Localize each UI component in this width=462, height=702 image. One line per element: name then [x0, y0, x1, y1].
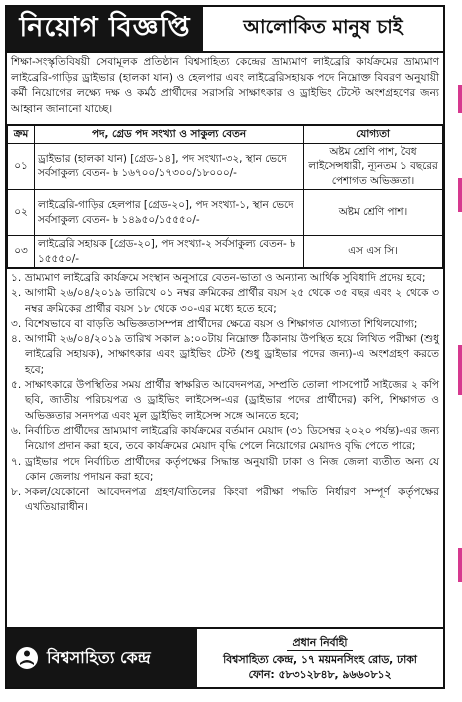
condition-number: ৪.	[11, 333, 22, 346]
condition-text: আগামী ২৬/০৪/২০১৯ তারিখে ০১ নম্বর ক্রমিকের প্রার্থীর বয়স ২৫ থেকে ৩৫ বছর এবং ২ থেকে ৩ নম্বর ক্রমিকের প্রার্থীর বয়স ১৮ থেকে ৩০-এর মধ্যে হতে হবে;	[25, 287, 439, 315]
organization-phone: ফোন: ৫৮৩১২৮৪৮, ৯৬৬০৮১২	[248, 667, 392, 681]
conditions-list	[7, 268, 443, 518]
edge-marker-1	[458, 85, 462, 113]
intro-paragraph: শিক্ষা-সংস্কৃতিবিষয়ী সেবামূলক প্রতিষ্ঠান বিশ্বসাহিত্য কেন্দ্রের ভ্রাম্যমাণ লাইব্রেরি কার্যক্রমের ভ্রাম্যমাণ লাইব্রেরি-গাড়ির ড্রাইভার (হালকা যান) ও হেলপার এবং লাইব্রেরিসহায়ক পদে নিম্নোক্ত বিবরণ অনুযায়ী কর্মী নিয়োগের লক্ষ্যে দক্ষ ও কর্মঠ প্রার্থীদের সরাসরি সাক্ষাৎকার ও ড্রাইভিং টেস্টে অংশগ্রহণের জন্য আহ্বান জানানো যাচ্ছে।	[7, 53, 443, 125]
condition-item	[11, 332, 439, 378]
condition-text: নির্বাচিত প্রার্থীদের ভ্রাম্যমাণ লাইব্রেরি কার্যক্রমের বর্তমান মেয়াদ (৩১ ডিসেম্বর ২০২০ পর্যন্ত)-এর জন্য নিয়োগ প্রদান করা হবে, তবে কার্যক্রমের মেয়াদ বৃদ্ধি পেলে নিয়োগের মেয়াদও বৃদ্ধি পেতে পারে;	[25, 424, 439, 453]
ad-tagline: আলোকিত মানুষ চাই	[243, 16, 403, 38]
condition-item	[11, 317, 439, 332]
condition-number: ১.	[11, 272, 22, 284]
organization-logo	[7, 629, 197, 687]
condition-item	[11, 286, 439, 317]
edge-marker-2	[458, 178, 462, 212]
edge-marker-3	[458, 345, 462, 395]
header-qualification: যোগ্যতা	[304, 126, 443, 144]
table-row	[8, 190, 443, 236]
edge-marker-4	[458, 548, 462, 582]
condition-item	[11, 455, 439, 486]
row-qualification: অষ্টম শ্রেণি পাশ, বৈধ লাইসেন্সধারী, ন্যূনতম ১ বছরের পেশাগত অভিজ্ঞতা।	[304, 143, 443, 190]
row-serial: ০১	[8, 143, 35, 190]
book-reader-logo-icon	[15, 646, 39, 670]
condition-number: ৫.	[11, 379, 22, 392]
condition-text: ভ্রাম্যমাণ লাইব্রেরি কার্যক্রমে সংস্থান অনুসারে বেতন-ভাতা ও অন্যান্য আর্থিক সুবিধাদি প্রদেয় হবে;	[25, 272, 426, 284]
condition-text: ড্রাইভার পদে নির্বাচিত প্রার্থীদের কর্তৃপক্ষের সিদ্ধান্ত অনুযায়ী ঢাকা ও নিজ জেলা ব্যতীত অন্য যে কোন জেলায় পদায়ন করা হবে;	[25, 455, 439, 483]
row-post: লাইব্রেরি সহায়ক [গ্রেড-২০], পদ সংখ্যা-২ সর্বসাকুল্য বেতন- ৳ ১৫৫৫০/-	[35, 236, 304, 268]
job-advertisement	[5, 5, 445, 689]
condition-text: সাক্ষাৎকারে উপস্থিতির সময় প্রার্থীর স্বাক্ষরিত আবেদনপত্র, সম্প্রতি তোলা পাসপোর্ট সাইজের ২ কপি ছবি, জাতীয় পরিচয়পত্র ও ড্রাইভিং লাইসেন্স-এর (ড্রাইভার পদের প্রার্থীদের) কপি, শিক্ষাগত ও অভিজ্ঞতার সনদপত্র এবং মূল ড্রাইভিং লাইসেন্স সঙ্গে আনতে হবে;	[25, 379, 439, 422]
table-row	[8, 236, 443, 268]
table-row	[8, 143, 443, 190]
condition-text: আগামী ২৬/০৪/২০১৯ তারিখ সকাল ৯:০০টায় নিম্নোক্ত ঠিকানায় উপস্থিত হয়ে লিখিত পরীক্ষা (শুধু লাইব্রেরি সহায়ক), সাক্ষাৎকার এবং ড্রাইভিং টেস্ট (শুধু ড্রাইভার পদের জন্য)-এ অংশগ্রহণ করতে হবে;	[25, 333, 439, 376]
row-serial: ০৩	[8, 236, 35, 268]
row-qualification: অষ্টম শ্রেণি পাশ।	[304, 190, 443, 236]
condition-number: ৬.	[11, 424, 22, 437]
condition-item	[11, 424, 439, 455]
row-post: লাইব্রেরি-গাড়ির হেলপার [গ্রেড-২০], পদ সংখ্যা-১, স্থান ভেদে সর্বসাকুল্য বেতন- ৳ ১৪৯৫০/১৫৫৫০/-	[35, 190, 304, 236]
organization-address: বিশ্বসাহিত্য কেন্দ্র, ১৭ ময়মনসিংহ রোড, ঢাকা	[223, 652, 417, 666]
condition-item	[11, 378, 439, 424]
condition-item	[11, 271, 439, 286]
condition-text: বিশেষভাবে বা বাড়তি অভিজ্ঞতাসম্পন্ন প্রার্থীদের ক্ষেত্রে বয়স ও শিক্ষাগত যোগ্যতা শিথিলযোগ্য;	[25, 317, 418, 330]
condition-number: ৭.	[11, 455, 22, 468]
posts-table	[7, 125, 443, 268]
signatory-block	[197, 629, 443, 687]
condition-number: ৩.	[11, 317, 22, 330]
row-post: ড্রাইভার (হালকা যান) [গ্রেড-১৪], পদ সংখ্যা-৩২, স্থান ভেদে সর্বসাকুল্য বেতন- ৳ ১৬৭০০/১৭৩০০/১৮০০০/-	[35, 143, 304, 190]
ad-footer	[7, 627, 443, 687]
ad-header	[7, 7, 443, 53]
condition-number: ৮.	[11, 486, 22, 499]
header-serial: ক্রম	[8, 126, 35, 144]
header-post: পদ, গ্রেড পদ সংখ্যা ও সাকুল্য বেতন	[35, 126, 304, 144]
condition-item	[11, 485, 439, 516]
signatory-title: প্রধান নির্বাহী	[287, 635, 354, 651]
row-qualification: এস এস সি।	[304, 236, 443, 268]
condition-text: সকল/যেকোনো আবেদনপত্র গ্রহণ/বাতিলের কিংবা পরীক্ষা পদ্ধতি নির্ধারণ সম্পূর্ণ কর্তৃপক্ষের এখতিয়ারাধীন।	[25, 486, 439, 514]
table-header-row	[8, 126, 443, 144]
condition-number: ২.	[11, 287, 22, 300]
ad-title: নিয়োগ বিজ্ঞপ্তি	[7, 7, 203, 51]
row-serial: ০২	[8, 190, 35, 236]
organization-name: বিশ্বসাহিত্য কেন্দ্র	[47, 647, 151, 667]
